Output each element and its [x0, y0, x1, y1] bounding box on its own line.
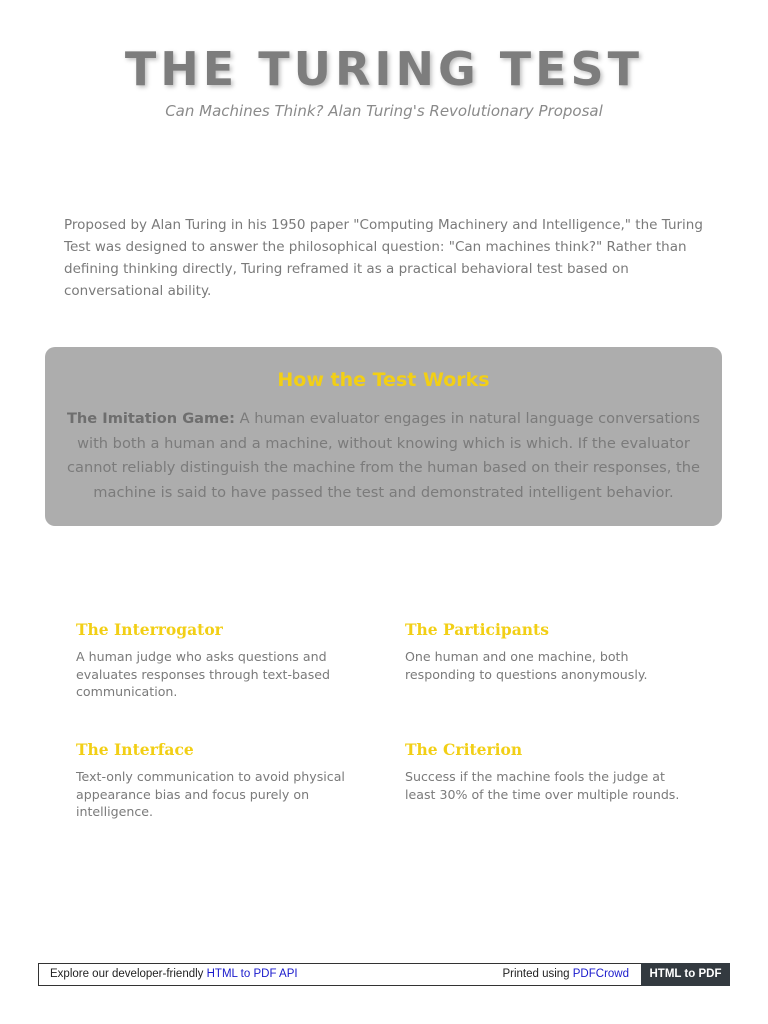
intro-paragraph: Proposed by Alan Turing in his 1950 paper "Computing Machinery and Intelligence," the Turing Test was designed to answer the philosophical question: "Can machines think?" Rather than defining thinking directly, Turing reframed it as a practical behavioral test based on conversational ability.: [64, 217, 703, 299]
footer-explore-text: Explore our developer-friendly: [50, 968, 207, 980]
card-text: Text-only communication to avoid physical appearance bias and focus purely on intelligence.: [76, 769, 345, 820]
footer-printed-text: Printed using: [502, 968, 573, 980]
how-it-works-description: A human evaluator engages in natural language conversations with both a human and a machine, without knowing which is which. If the evaluator cannot reliably distinguish the machine from the human based on their responses, the machine is said to have passed the test and demonstrated intelligent behavior.: [66, 410, 701, 501]
footer-printed: [502, 968, 629, 980]
card-text: A human judge who asks questions and evaluates responses through text-based communication.: [76, 649, 331, 700]
imitation-game-label: The Imitation Game:: [66, 410, 235, 427]
card-interrogator: [76, 620, 356, 701]
how-it-works-title: How the Test Works: [277, 369, 490, 391]
card-text: Success if the machine fools the judge at least 30% of the time over multiple rounds.: [405, 769, 680, 802]
pdfcrowd-link[interactable]: PDFCrowd: [572, 968, 629, 980]
how-it-works-text: [65, 407, 702, 505]
card-criterion: [405, 740, 685, 803]
card-interface: [76, 740, 356, 821]
card-participants: [405, 620, 685, 683]
card-title: The Participants: [405, 620, 549, 639]
page-title: THE TURING TEST: [124, 42, 644, 96]
html-to-pdf-api-link[interactable]: HTML to PDF API: [206, 968, 298, 980]
html-to-pdf-button[interactable]: HTML to PDF: [641, 963, 730, 986]
footer-explore: [50, 968, 298, 980]
card-title: The Interrogator: [76, 620, 223, 639]
page-subtitle: Can Machines Think? Alan Turing's Revolutionary Proposal: [165, 102, 603, 120]
pdfcrowd-footer: [38, 963, 730, 986]
card-title: The Criterion: [405, 740, 523, 759]
card-title: The Interface: [76, 740, 194, 759]
card-text: One human and one machine, both responding to questions anonymously.: [405, 649, 648, 682]
how-it-works-box: [45, 347, 722, 526]
